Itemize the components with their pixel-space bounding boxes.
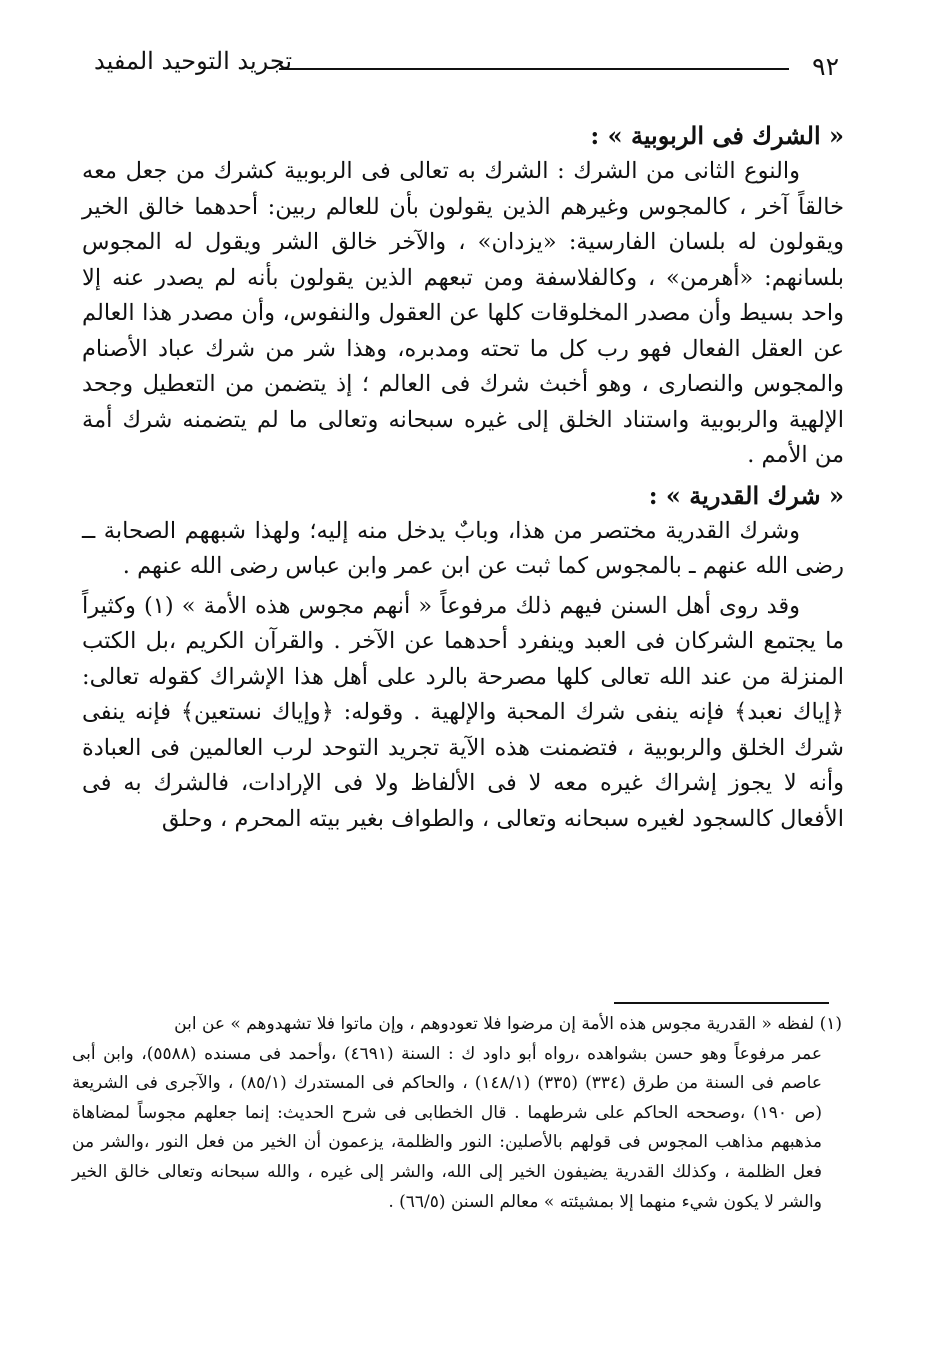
running-header xyxy=(94,46,839,90)
main-text xyxy=(82,118,844,841)
section-heading-rububiyya: « الشرك فى الربوبية » : xyxy=(590,121,844,150)
footnote-separator xyxy=(614,1002,829,1004)
section-heading-qadariyya: « شرك القدرية » : xyxy=(648,480,844,510)
paragraph: والنوع الثانى من الشرك : الشرك به تعالى فى الربوبية كشرك من جعل معه خالقاً آخر ، كالمجوس وغيرهم الذين يقولون بأن للعالم ربين: أحدهما خالق الخير ويقولون له بلسان الفارسية: «يزدان» ، والآخر خالق الشر ويقول له المجوس بلسانهم: «أهرمن» ، وكالفلاسفة ومن تبعهم الذين يقولون بأنه لم يصدر عنه إلا واحد بسيط وأن مصدر المخلوقات كلها عن العقول والنفوس، وأن مصدر هذا العالم عن العقل الفعال فهو رب كل ما تحته ومدبره، وهذا شر من شرك عباد الأصنام والمجوس والنصارى ، وهو أخبث شرك فى العالم ؛ إذ يتضمن من التعطيل وجحد الإلهية والربوبية واستناد الخلق إلى غيره سبحانه وتعالى ما لم يتضمنه شرك أمة من الأمم . xyxy=(82,158,844,468)
paragraph: وقد روى أهل السنن فيهم ذلك مرفوعاً « أنهم مجوس هذه الأمة » (١) وكثيراً ما يجتمع الشركان فى العبد وينفرد أحدهما عن الآخر . والقرآن الكريم ،بل الكتب المنزلة من عند الله تعالى كلها مصرحة بالرد على أهل هذا الإشراك كقوله تعالى: ﴿إياك نعبد﴾ فإنه ينفى شرك المحبة والإلهية . وقوله: ﴿وإياك نستعين﴾ فإنه ينفى شرك الخلق والربوبية ، فتضمنت هذه الآية تجريد التوحد لرب العالمين فى العبادة وأنه لا يجوز إشراك غيره معه لا فى الألفاظ ولا فى الإرادات، فالشرك به فى الأفعال كالسجود لغيره سبحانه وتعالى ، والطواف بغير بيته المحرم ، وحلق xyxy=(82,592,844,832)
header-rule xyxy=(279,68,789,70)
footnote-1 xyxy=(72,1010,842,1040)
page-number: ٩٢ xyxy=(812,52,839,81)
footnote-1-continuation: عمر مرفوعاً وهو حسن بشواهده ،رواه أبو داود ك : السنة (٤٦٩١) ،وأحمد فى مسنده (٥٥٨٨)، وابن أبى عاصم فى السنة من طرق (٣٣٤) (٣٣٥) (١٤٨/١) ، والحاكم فى المستدرك (٨٥/١) ، والآجرى فى الشريعة (ص ١٩٠) ،وصححه الحاكم على شرطهما . قال الخطابى فى شرح الحديث: إنما جعلهم مجوساً لمضاهاة مذهبهم مذاهب المجوس فى قولهم بالأصلين: النور والظلمة، يزعمون أن الخير من فعل النور ،والشر من فعل الظلمة ، وكذلك القدرية يضيفون الخير إلى الله، والشر إلى غيره ، والله سبحانه وتعالى خالق الخير والشر لا يكون شيء منهما إلا بمشيئته » معالم السنن (٦٦/٥) . xyxy=(72,1043,823,1212)
paragraph: وشرك القدرية مختصر من هذا، وبابٌ يدخل منه إليه؛ ولهذا شبههم الصحابة ــ رضى الله عنهم ـ بالمجوس كما ثبت عن ابن عمر وابن عباس رضى الله عنهم . xyxy=(82,517,844,579)
footnotes xyxy=(72,1010,842,1217)
book-title: تجريد التوحيد المفيد xyxy=(94,47,293,75)
footnote-first-line: (١) لفظه « القدرية مجوس هذه الأمة إن مرضوا فلا تعودوهم ، وإن ماتوا فلا تشهدوهم » عن ابن xyxy=(174,1014,842,1034)
